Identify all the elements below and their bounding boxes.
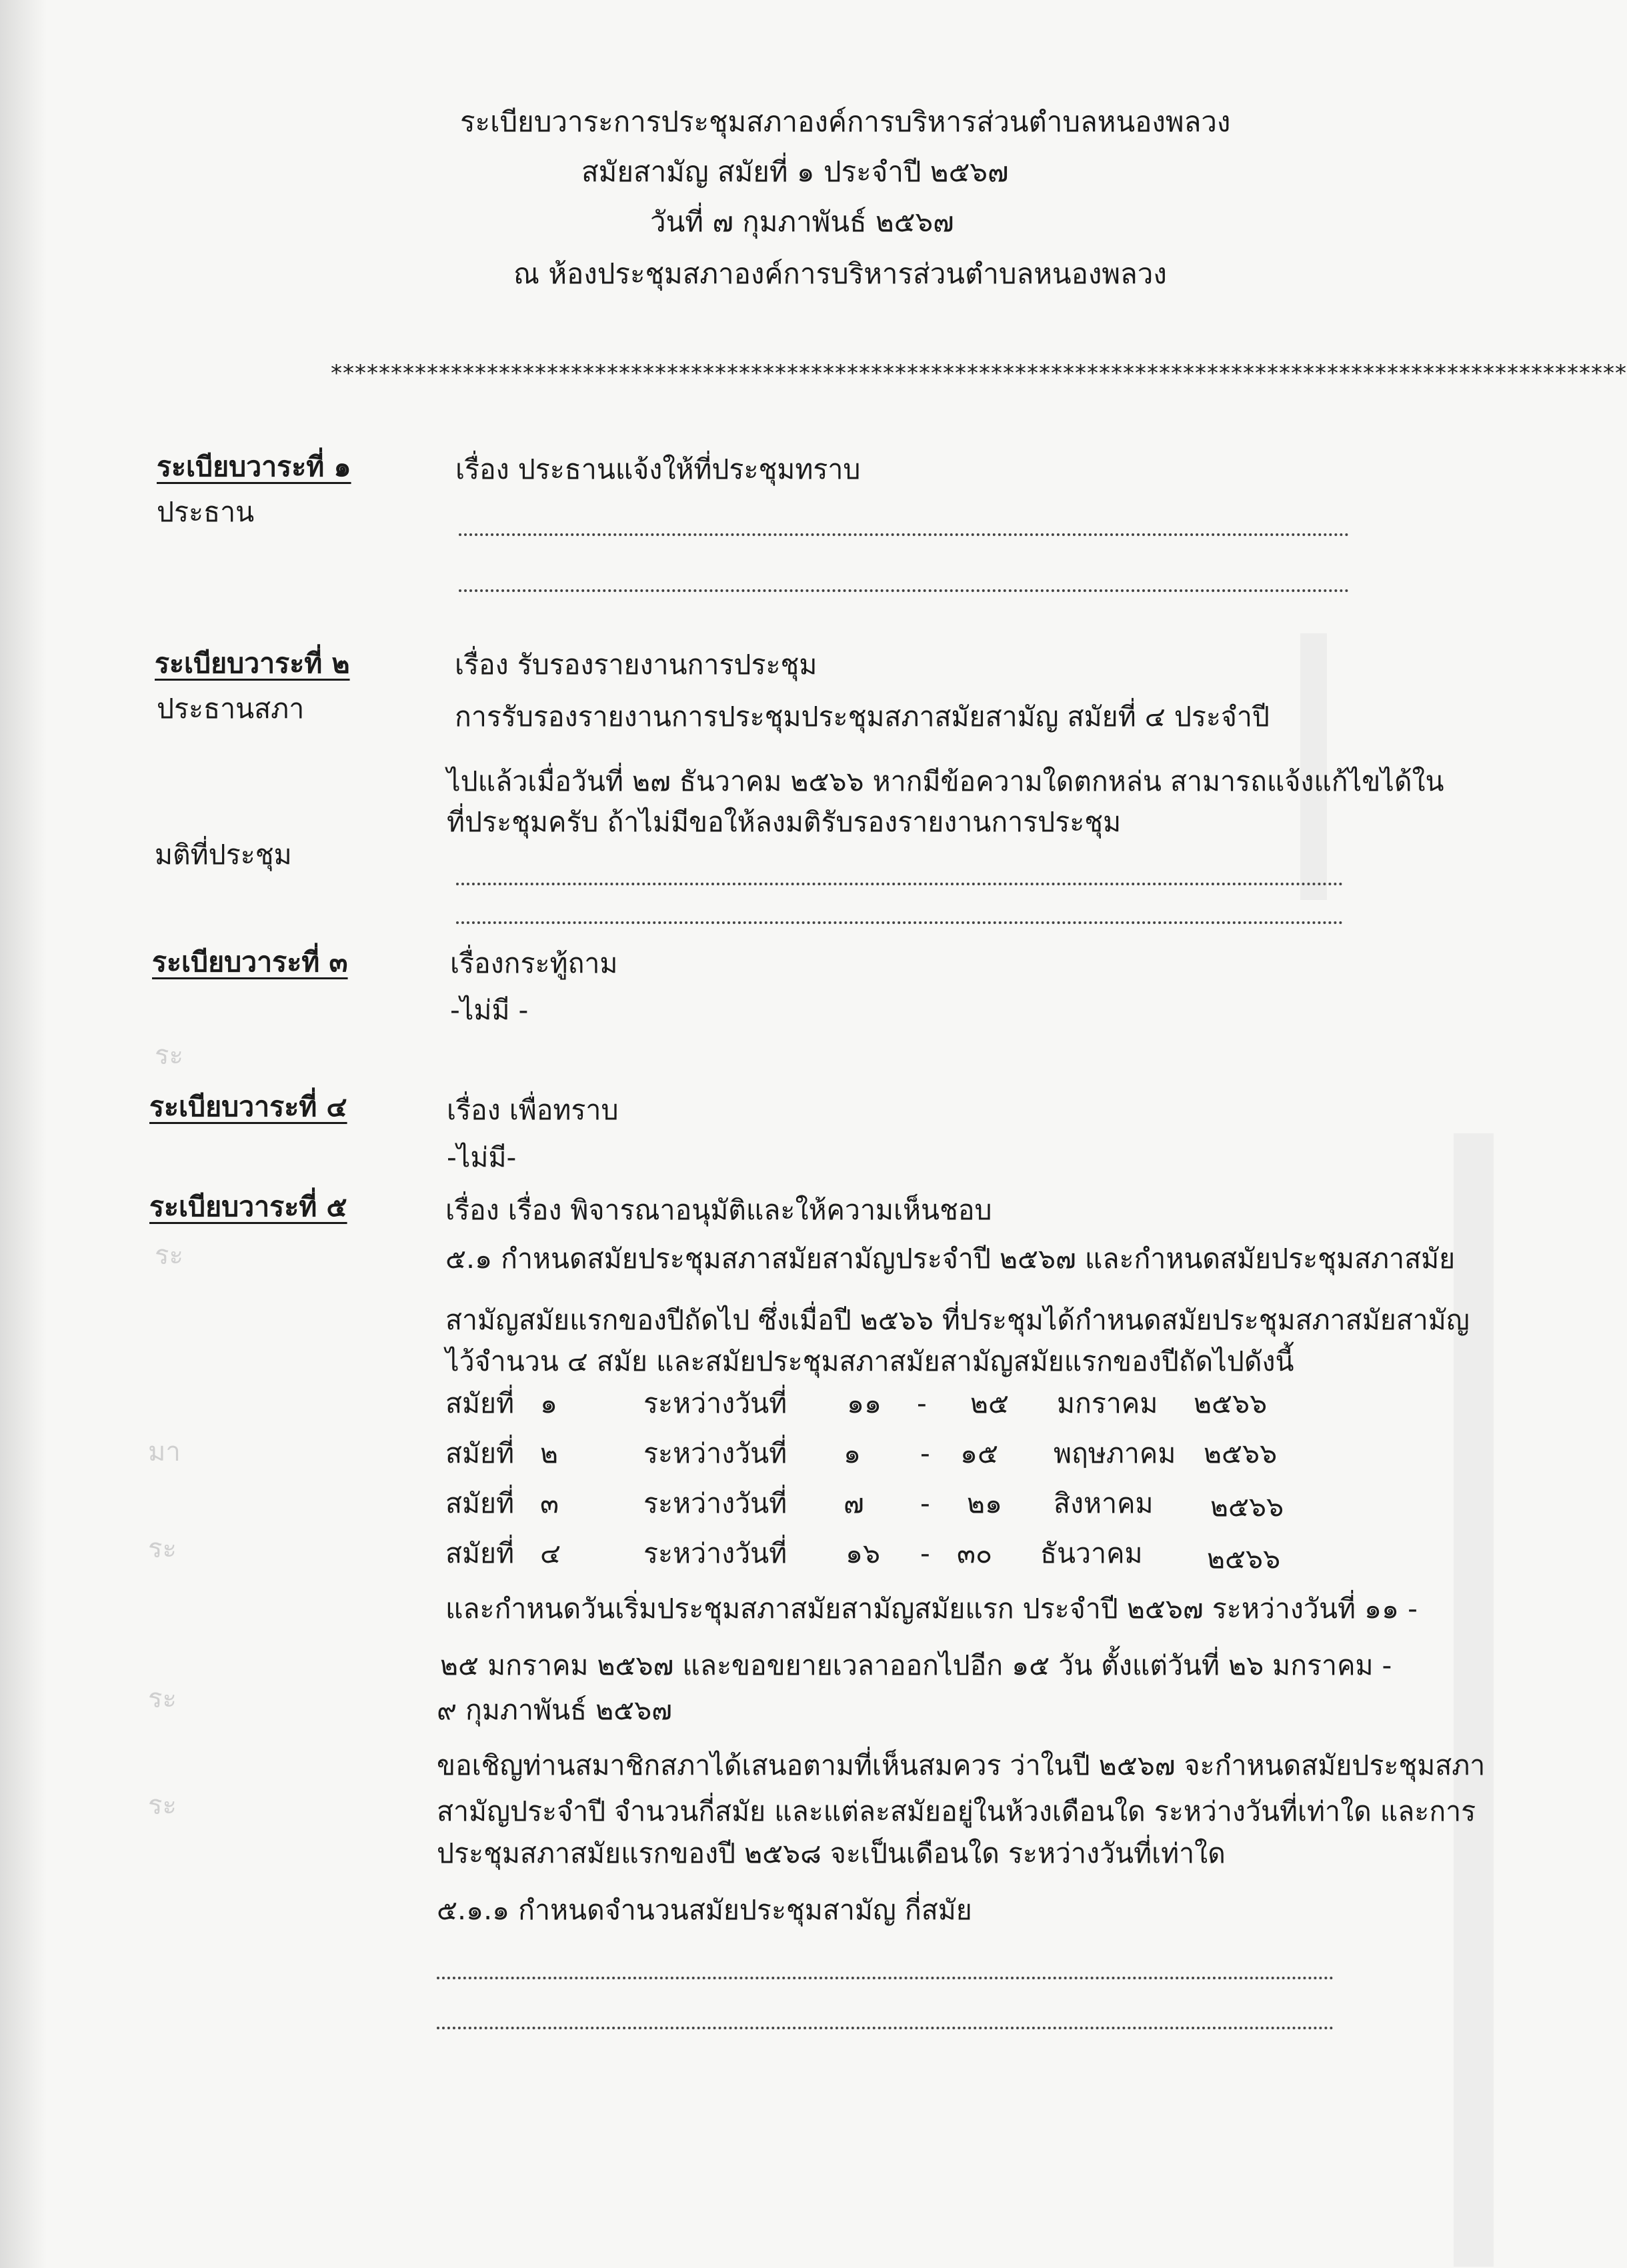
margin-ghost-mark: ระ xyxy=(155,1040,183,1071)
date-line: วันที่ ๗ กุมภาพันธ์ ๒๕๖๗ xyxy=(650,205,954,238)
session-to-day: ๑๕ xyxy=(960,1437,999,1469)
agenda-2-speaker: ประธานสภา xyxy=(157,693,305,725)
agenda-5-text-line: ๒๕ มกราคม ๒๕๖๗ และขอขยายเวลาออกไปอีก ๑๕ วัน ตั้งแต่วันที่ ๒๖ มกราคม - xyxy=(440,1649,1392,1681)
dotted-fill-line xyxy=(456,921,1343,924)
session-dash: - xyxy=(920,1437,930,1469)
session-month: สิงหาคม xyxy=(1054,1487,1154,1519)
agenda-2-text-line: ไปแล้วเมื่อวันที่ ๒๗ ธันวาคม ๒๕๖๖ หากมีข้อความใดตกหล่น สามารถแจ้งแก้ไขได้ใน xyxy=(447,765,1444,797)
session-label: สมัยที่ xyxy=(445,1537,515,1569)
session-from-day: ๑๖ xyxy=(846,1537,881,1569)
margin-ghost-mark: ระ xyxy=(148,1790,177,1821)
session-month: มกราคม xyxy=(1057,1387,1158,1419)
dotted-fill-line xyxy=(456,883,1343,885)
agenda-1-heading: ระเบียบวาระที่ ๑ xyxy=(157,451,351,483)
session-between: ระหว่างวันที่ xyxy=(643,1387,787,1419)
agenda-4-title: เรื่อง เพื่อทราบ xyxy=(447,1094,619,1126)
session-between: ระหว่างวันที่ xyxy=(643,1537,787,1569)
session-dash: - xyxy=(920,1487,930,1519)
session-from-day: ๑ xyxy=(844,1437,862,1469)
session-dash: - xyxy=(917,1387,927,1419)
session-month: ธันวาคม xyxy=(1040,1537,1143,1569)
agenda-5-text-line: สามัญประจำปี จำนวนกี่สมัย และแต่ละสมัยอยู่ในห้วงเดือนใด ระหว่างวันที่เท่าใด และการ xyxy=(437,1795,1476,1827)
dotted-fill-line xyxy=(459,533,1349,536)
margin-ghost-mark: ระ xyxy=(148,1683,177,1714)
session-to-day: ๒๕ xyxy=(970,1387,1010,1419)
doc-title: ระเบียบวาระการประชุมสภาองค์การบริหารส่วนตำบลหนองพลวง xyxy=(460,105,1231,138)
session-label: สมัยที่ xyxy=(445,1487,515,1519)
agenda-3-title: เรื่องกระทู้ถาม xyxy=(450,947,618,979)
agenda-1-title: เรื่อง ประธานแจ้งให้ที่ประชุมทราบ xyxy=(455,453,861,485)
scan-edge-shadow xyxy=(0,0,47,2268)
session-month: พฤษภาคม xyxy=(1054,1437,1176,1469)
agenda-5-text-line: ขอเชิญท่านสมาชิกสภาได้เสนอตามที่เห็นสมควร ว่าในปี ๒๕๖๗ จะกำหนดสมัยประชุมสภา xyxy=(437,1749,1486,1781)
session-number: ๒ xyxy=(540,1437,559,1469)
session-number: ๓ xyxy=(540,1487,559,1519)
agenda-2-resolution-label: มติที่ประชุม xyxy=(155,839,292,871)
agenda-2-text-line: การรับรองรายงานการประชุมประชุมสภาสมัยสามัญ สมัยที่ ๔ ประจำปี xyxy=(455,701,1270,733)
dotted-fill-line xyxy=(459,589,1349,592)
agenda-5-heading: ระเบียบวาระที่ ๕ xyxy=(149,1191,347,1223)
agenda-5-text-line: ไว้จำนวน ๔ สมัย และสมัยประชุมสภาสมัยสามัญสมัยแรกของปีถัดไปดังนี้ xyxy=(445,1345,1294,1377)
session-from-day: ๗ xyxy=(844,1487,864,1519)
agenda-3-heading: ระเบียบวาระที่ ๓ xyxy=(152,946,348,978)
session-year: ๒๕๖๖ xyxy=(1210,1491,1284,1523)
agenda-4-none: -ไม่มี- xyxy=(447,1141,517,1173)
session-label: สมัยที่ xyxy=(445,1437,515,1469)
agenda-5-text-line: ๙ กุมภาพันธ์ ๒๕๖๗ xyxy=(437,1694,672,1726)
session-from-day: ๑๑ xyxy=(847,1387,882,1419)
agenda-3-none: -ไม่มี - xyxy=(450,994,529,1026)
agenda-5-text-line: และกำหนดวันเริ่มประชุมสภาสมัยสามัญสมัยแรก ประจำปี ๒๕๖๗ ระหว่างวันที่ ๑๑ - xyxy=(445,1593,1418,1625)
session-dash: - xyxy=(920,1537,930,1569)
session-label: สมัยที่ xyxy=(445,1387,515,1419)
session-year: ๒๕๖๖ xyxy=(1207,1543,1281,1575)
agenda-5-text-line: ๕.๑ กำหนดสมัยประชุมสภาสมัยสามัญประจำปี ๒๕๖๗ และกำหนดสมัยประชุมสภาสมัย xyxy=(445,1243,1456,1275)
session-between: ระหว่างวันที่ xyxy=(643,1437,787,1469)
session-to-day: ๓๐ xyxy=(957,1537,993,1569)
session-to-day: ๒๑ xyxy=(967,1487,1003,1519)
session-year: ๒๕๖๖ xyxy=(1194,1387,1268,1419)
session-between: ระหว่างวันที่ xyxy=(643,1487,787,1519)
agenda-1-speaker: ประธาน xyxy=(157,496,255,528)
session-year: ๒๕๖๖ xyxy=(1204,1437,1278,1469)
agenda-5-sub-item: ๕.๑.๑ กำหนดจำนวนสมัยประชุมสามัญ กี่สมัย xyxy=(437,1894,972,1926)
margin-ghost-mark: มา xyxy=(148,1437,181,1467)
venue-line: ณ ห้องประชุมสภาองค์การบริหารส่วนตำบลหนองพลวง xyxy=(513,257,1167,290)
margin-ghost-mark: ระ xyxy=(148,1533,177,1564)
separator-stars: ************************************************************************************************************ xyxy=(331,360,1627,387)
session-line: สมัยสามัญ สมัยที่ ๑ ประจำปี ๒๕๖๗ xyxy=(581,155,1009,188)
scan-streak xyxy=(1454,1133,1494,2267)
dotted-fill-line xyxy=(437,2027,1334,2029)
agenda-2-heading: ระเบียบวาระที่ ๒ xyxy=(155,647,350,679)
agenda-5-text-line: สามัญสมัยแรกของปีถัดไป ซึ่งเมื่อปี ๒๕๖๖ ที่ประชุมได้กำหนดสมัยประชุมสภาสมัยสามัญ xyxy=(445,1304,1470,1336)
session-number: ๔ xyxy=(540,1537,561,1569)
dotted-fill-line xyxy=(437,1977,1334,1979)
margin-ghost-mark: ระ xyxy=(155,1240,183,1271)
agenda-5-text-line: ประชุมสภาสมัยแรกของปี ๒๕๖๘ จะเป็นเดือนใด ระหว่างวันที่เท่าใด xyxy=(437,1837,1226,1869)
session-number: ๑ xyxy=(540,1387,558,1419)
agenda-5-title: เรื่อง เรื่อง พิจารณาอนุมัติและให้ความเห็นชอบ xyxy=(445,1194,992,1226)
agenda-2-text-line: ที่ประชุมครับ ถ้าไม่มีขอให้ลงมติรับรองรายงานการประชุม xyxy=(447,806,1122,838)
agenda-4-heading: ระเบียบวาระที่ ๔ xyxy=(149,1091,347,1123)
agenda-2-title: เรื่อง รับรองรายงานการประชุม xyxy=(455,649,818,681)
